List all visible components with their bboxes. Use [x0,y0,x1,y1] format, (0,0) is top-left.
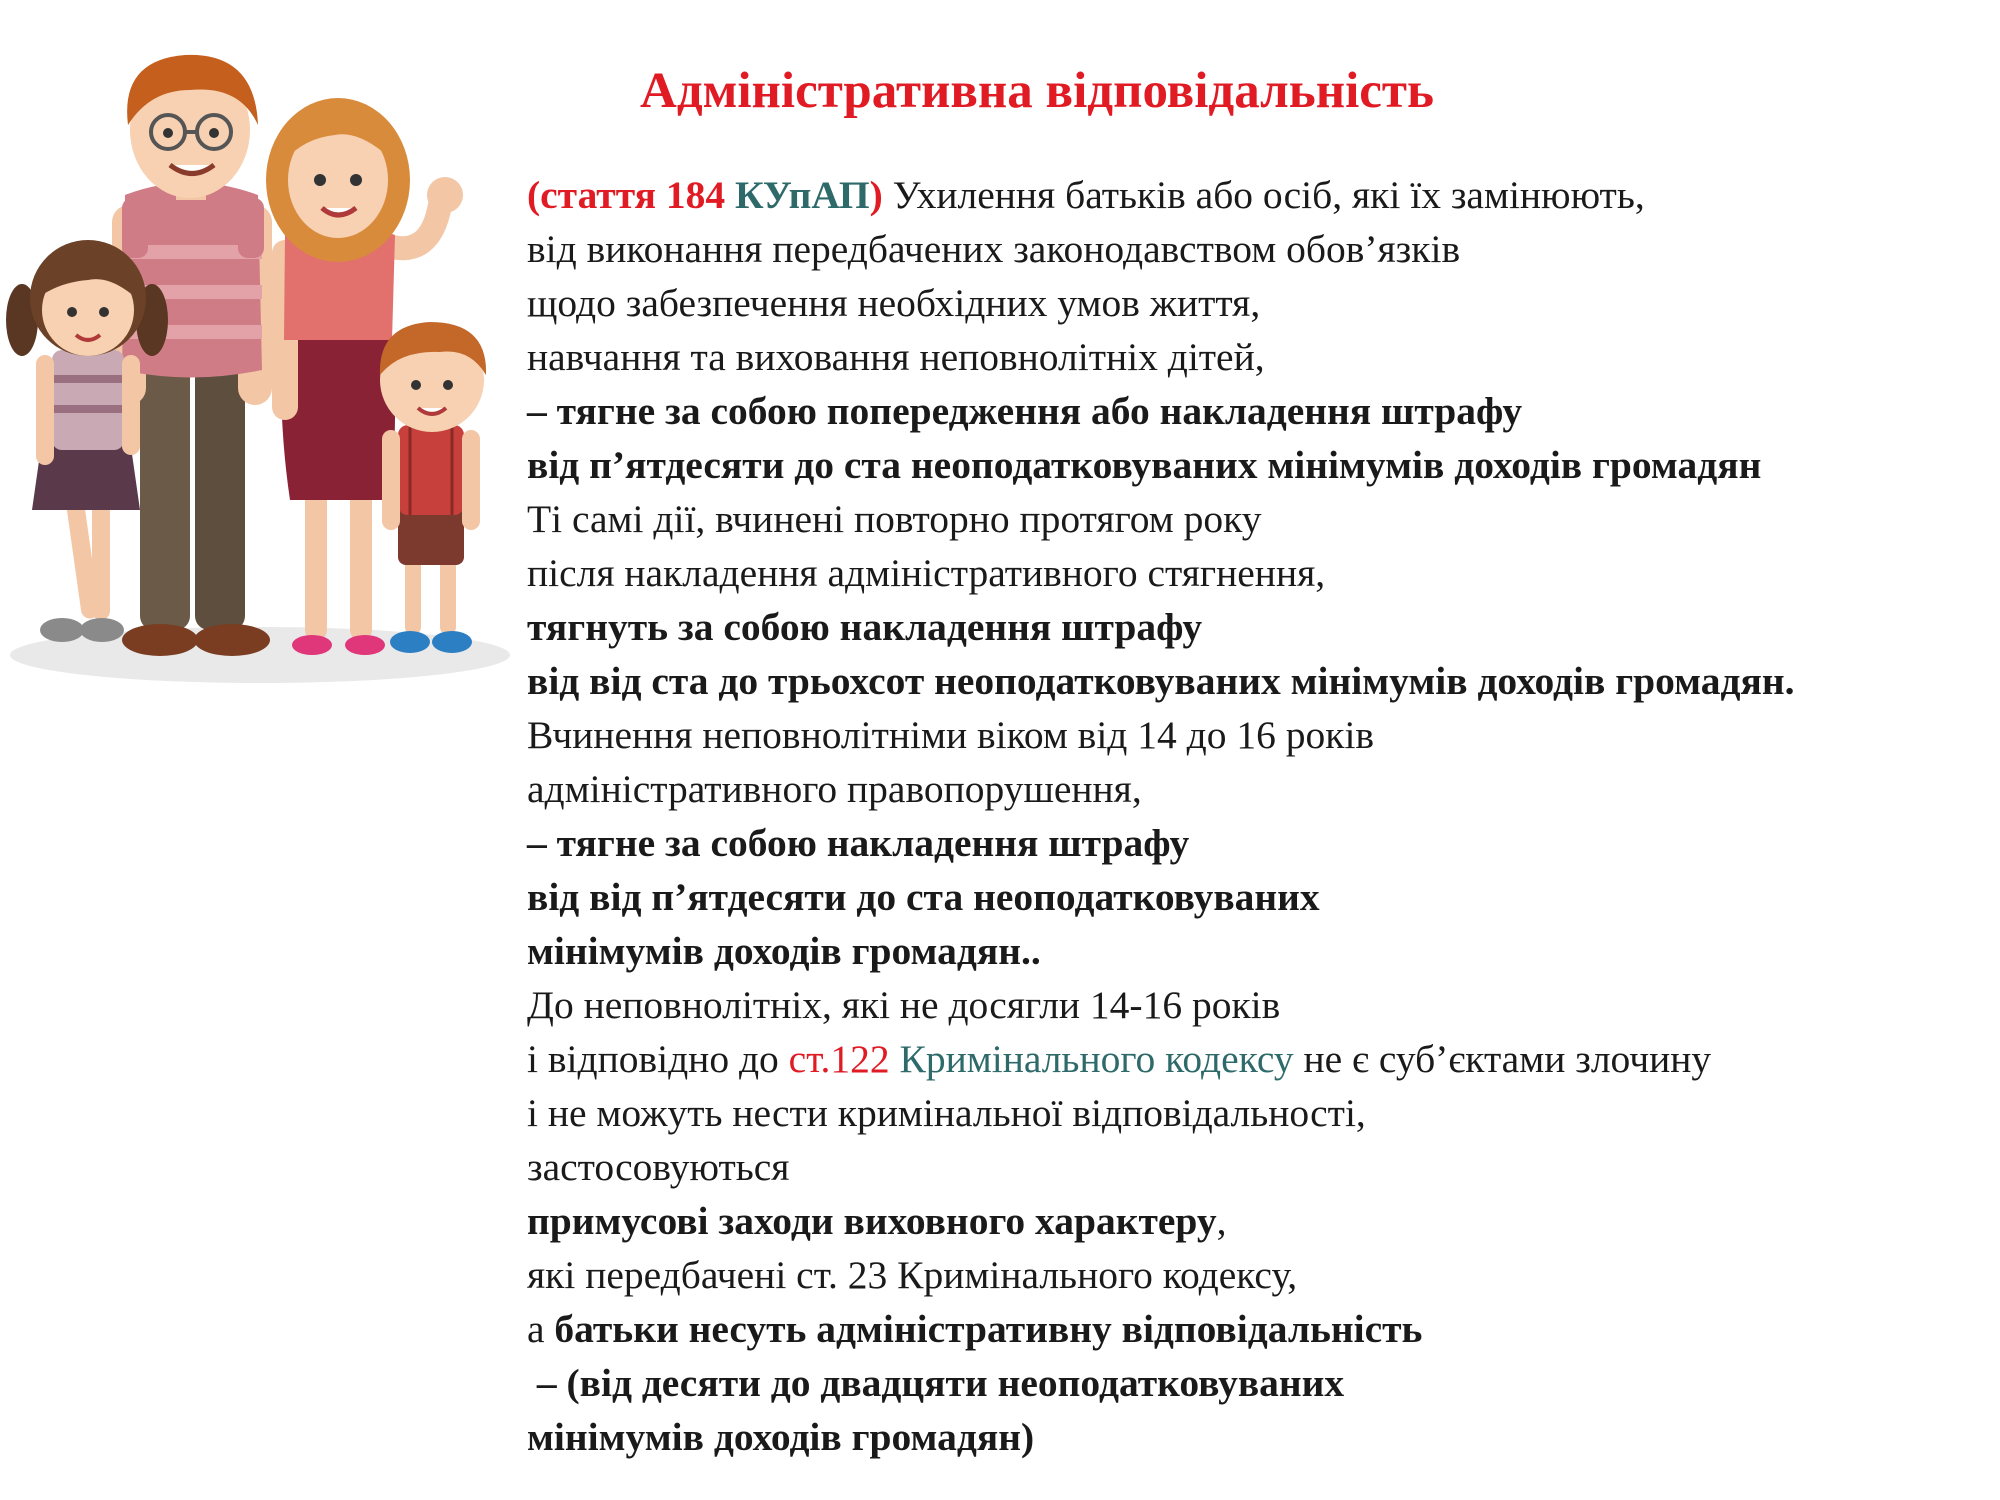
text-line: навчання та виховання неповнолітніх дітей, [527,335,1265,379]
text-line [527,1032,1987,1086]
article-text [527,168,1987,1464]
text-line-bold: тягнуть за собою накладення штрафу [527,605,1203,649]
text-line-bold: – (від десяти до двадцяти неоподатковуваних [527,1361,1345,1405]
text-line [527,1302,1987,1356]
code-name: Кримінального кодексу [889,1037,1294,1081]
text-line-bold: від від ста до трьохсот неоподатковуваних мінімумів доходів громадян. [527,659,1795,703]
text-segment-bold: примусові заходи виховного характеру [527,1199,1217,1243]
text-line: До неповнолітніх, які не досягли 14-16 років [527,983,1281,1027]
text-line-bold: мінімумів доходів громадян) [527,1415,1035,1459]
slide-title: Адміністративна відповідальність [640,63,1434,119]
text-line: після накладення адміністративного стягнення, [527,551,1326,595]
text-line [527,1194,1987,1248]
text-line: від виконання передбачених законодавством обов’язків [527,227,1461,271]
text-line: Вчинення неповнолітніми віком від 14 до 16 років [527,713,1375,757]
text-line: застосовуються [527,1145,790,1189]
article-ref-close: ) [869,173,883,217]
text-line-bold: – тягне за собою накладення штрафу [527,821,1190,865]
text-segment: , [1216,1199,1227,1243]
text-segment: і відповідно до [527,1037,789,1081]
text-line: Ті самі дії, вчинені повторно протягом року [527,497,1262,541]
article-ref: ст.122 [788,1037,890,1081]
text-line: адміністративного правопорушення, [527,767,1142,811]
text-segment: а [527,1307,555,1351]
text-line: які передбачені ст. 23 Кримінального кодексу, [527,1253,1298,1297]
boy-figure [380,322,486,653]
text-line [527,168,1987,222]
article-ref-open: (стаття 184 [527,173,735,217]
text-segment-bold: батьки несуть адміністративну відповідальність [554,1307,1423,1351]
text-line-bold: мінімумів доходів громадян.. [527,929,1041,973]
text-line-bold: від від п’ятдесяти до ста неоподатковуваних [527,875,1320,919]
text-segment: не є суб’єктами злочину [1293,1037,1712,1081]
text-line: і не можуть нести кримінальної відповідальності, [527,1091,1366,1135]
text-line-bold: – тягне за собою попередження або накладення штрафу [527,389,1523,433]
text-line: щодо забезпечення необхідних умов життя, [527,281,1261,325]
text-line-bold: від п’ятдесяти до ста неоподатковуваних мінімумів доходів громадян [527,443,1762,487]
family-illustration [0,30,520,690]
code-abbrev: КУпАП [734,173,870,217]
text-segment: Ухилення батьків або осіб, які їх замінюють, [882,173,1645,217]
father-figure [112,55,272,656]
